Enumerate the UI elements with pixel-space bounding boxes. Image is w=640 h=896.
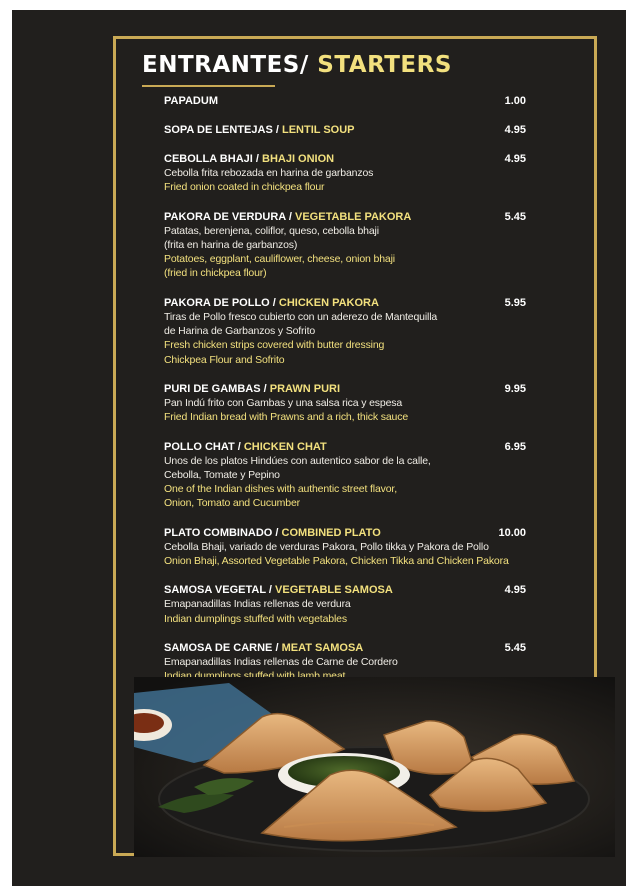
menu-item bbox=[164, 583, 526, 626]
description-english: One of the Indian dishes with authentic street flavor, bbox=[164, 483, 397, 496]
menu-item bbox=[164, 210, 526, 281]
item-name-separator: / bbox=[272, 641, 282, 654]
menu-item bbox=[164, 152, 526, 195]
item-name-spanish: SOPA DE LENTEJAS bbox=[164, 124, 273, 136]
item-name-english: VEGETABLE PAKORA bbox=[295, 210, 412, 223]
description-spanish: (frita en harina de garbanzos) bbox=[164, 238, 298, 251]
item-name-english: PRAWN PURI bbox=[269, 382, 341, 395]
menu-item bbox=[164, 440, 526, 511]
samosa-illustration bbox=[134, 677, 615, 857]
item-name-english: CHICKEN PAKORA bbox=[278, 296, 379, 309]
item-name-separator: / bbox=[285, 210, 295, 223]
item-name-spanish: PAKORA DE VERDURA bbox=[164, 210, 286, 223]
description-spanish: Emapanadillas Indias rellenas de verdura bbox=[164, 598, 351, 611]
item-name-separator: / bbox=[272, 526, 282, 539]
item-price: 5.45 bbox=[504, 210, 526, 223]
description-spanish: Cebolla Bhaji, variado de verduras Pakora, Pollo tikka y Pakora de Pollo bbox=[164, 540, 489, 553]
description-spanish: Pan Indú frito con Gambas y una salsa rica y espesa bbox=[164, 396, 403, 409]
item-name-spanish: POLLO CHAT bbox=[164, 440, 235, 453]
description-english: Fried Indian bread with Prawns and a rich, thick sauce bbox=[164, 411, 409, 424]
description-spanish: Tiras de Pollo fresco cubierto con un aderezo de Mantequilla bbox=[164, 310, 438, 323]
item-heading bbox=[164, 440, 526, 454]
item-name-spanish: PLATO COMBINADO bbox=[164, 526, 273, 539]
item-name-separator: / bbox=[272, 124, 282, 136]
menu-list bbox=[164, 94, 526, 684]
item-heading bbox=[164, 526, 526, 540]
item-heading bbox=[164, 210, 526, 224]
item-name-spanish: PAKORA DE POLLO bbox=[164, 296, 270, 309]
description-english: Potatoes, eggplant, cauliflower, cheese, onion bhaji bbox=[164, 253, 395, 266]
description-english: Indian dumplings stuffed with vegetables bbox=[164, 612, 347, 625]
description-english: Fresh chicken strips covered with butter dressing bbox=[164, 339, 385, 352]
item-name-english: VEGETABLE SAMOSA bbox=[275, 584, 393, 597]
item-heading bbox=[164, 583, 526, 597]
item-name-spanish: SAMOSA VEGETAL bbox=[164, 584, 266, 597]
item-price: 4.95 bbox=[504, 124, 526, 136]
item-name-separator: / bbox=[234, 440, 244, 453]
item-name-english: COMBINED PLATO bbox=[281, 526, 381, 539]
item-price: 4.95 bbox=[504, 584, 526, 597]
item-price: 5.45 bbox=[504, 641, 526, 654]
item-name-english: CHICKEN CHAT bbox=[243, 440, 327, 453]
menu-item bbox=[164, 94, 526, 108]
section-title bbox=[142, 52, 452, 78]
item-name-spanish: PURI DE GAMBAS bbox=[164, 382, 261, 395]
description-english: Onion, Tomato and Cucumber bbox=[164, 497, 300, 510]
item-price: 9.95 bbox=[504, 382, 526, 395]
description-spanish: Unos de los platos Hindúes con autentico sabor de la calle, bbox=[164, 454, 431, 467]
item-price: 5.95 bbox=[504, 296, 526, 309]
description-spanish: de Harina de Garbanzos y Sofrito bbox=[164, 325, 316, 338]
item-name-spanish: SAMOSA DE CARNE bbox=[164, 641, 273, 654]
description-spanish: Emapanadillas Indias rellenas de Carne de Cordero bbox=[164, 655, 398, 668]
item-price: 10.00 bbox=[498, 526, 526, 539]
item-name-separator: / bbox=[269, 296, 279, 309]
title-spanish: ENTRANTES/ bbox=[142, 52, 309, 78]
title-english: STARTERS bbox=[317, 52, 452, 78]
samosa-photo bbox=[134, 677, 615, 857]
item-name-english: LENTIL SOUP bbox=[281, 124, 355, 136]
description-english: Onion Bhaji, Assorted Vegetable Pakora, Chicken Tikka and Chicken Pakora bbox=[164, 555, 509, 568]
item-heading bbox=[164, 152, 526, 166]
title-underline bbox=[142, 85, 275, 87]
item-name-spanish: PAPADUM bbox=[164, 95, 218, 107]
item-price: 6.95 bbox=[504, 440, 526, 453]
item-heading bbox=[164, 94, 526, 108]
menu-item bbox=[164, 296, 526, 367]
item-price: 1.00 bbox=[504, 95, 526, 107]
item-price: 4.95 bbox=[504, 153, 526, 165]
description-spanish: Cebolla frita rebozada en harina de garbanzos bbox=[164, 167, 374, 179]
item-name-separator: / bbox=[265, 584, 276, 597]
menu-item bbox=[164, 526, 526, 569]
item-name-english: MEAT SAMOSA bbox=[281, 641, 364, 654]
item-heading bbox=[164, 296, 526, 310]
description-english: (fried in chickpea flour) bbox=[164, 267, 267, 280]
description-spanish: Cebolla, Tomate y Pepino bbox=[164, 468, 280, 481]
menu-item bbox=[164, 382, 526, 425]
item-name-separator: / bbox=[252, 153, 262, 165]
menu-item bbox=[164, 123, 526, 137]
item-heading bbox=[164, 123, 526, 137]
description-english: Chickpea Flour and Sofrito bbox=[164, 353, 285, 366]
item-name-spanish: CEBOLLA BHAJI bbox=[164, 153, 253, 165]
item-name-english: BHAJI ONION bbox=[262, 153, 335, 165]
description-english: Fried onion coated in chickpea flour bbox=[164, 181, 325, 194]
item-heading bbox=[164, 641, 526, 655]
item-name-separator: / bbox=[260, 382, 270, 395]
item-heading bbox=[164, 382, 526, 396]
description-spanish: Patatas, berenjena, coliflor, queso, cebolla bhaji bbox=[164, 224, 379, 237]
